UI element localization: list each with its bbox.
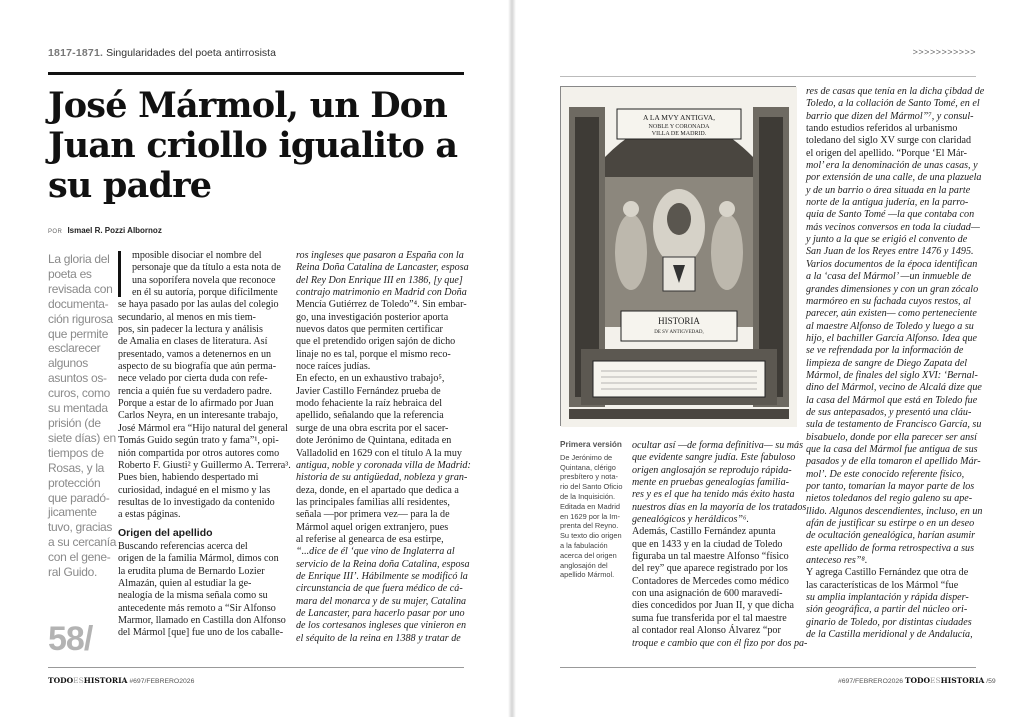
text-line: del rey” que aparece registrado por los <box>632 563 788 575</box>
text-line: “...dice de él ‘que vino de Inglaterra al <box>296 546 455 558</box>
text-line: dote Jerónimo de Quintana, editada en <box>296 435 452 447</box>
historical-frontispiece-image <box>560 86 796 426</box>
text-line: Pues bien, habiendo despertado mi <box>118 472 259 484</box>
text-line: Contadores de Mercedes como médico <box>632 575 789 587</box>
text-line: sula de testamento de Francisco García, su <box>806 419 982 431</box>
text-line: modo fehaciente la raíz hebraica del <box>296 398 442 410</box>
svg-text:NOBLE Y CORONADA: NOBLE Y CORONADA <box>648 124 710 130</box>
page-number: 58/ <box>48 620 93 658</box>
title-line: su padre <box>48 165 212 206</box>
text-line: rencia a quién fue su verdadero padre. <box>118 385 272 397</box>
svg-text:VILLA DE MADRID.: VILLA DE MADRID. <box>651 131 707 137</box>
section-header <box>48 47 276 59</box>
text-line: protección <box>48 475 101 490</box>
text-line: que evidente sangre judía. Este fabuloso <box>632 452 796 464</box>
text-line: jicamente <box>48 505 97 520</box>
text-line: troque e cambio que con él fizo por dos pa- <box>632 637 808 649</box>
title-rule <box>48 72 464 75</box>
text-line: presbítero y nota- <box>560 472 618 482</box>
text-line: Su texto dio origen <box>560 531 622 541</box>
text-line: servicio de la Reina doña Catalina, esposa <box>296 558 470 570</box>
page-number: /59 <box>986 678 996 685</box>
issue-info: #697/FEBRERO2026 <box>129 678 195 685</box>
svg-text:HISTORIA: HISTORIA <box>658 316 700 326</box>
text-line: toledano del siglo XV surge con claridad <box>806 135 972 147</box>
text-line: el séquito de la reina en 1388 y tratar de <box>296 632 461 644</box>
text-line: que el pretendido origen sajón de dicho <box>296 336 456 348</box>
text-line: de Amalia en clases de literatura. Así <box>118 336 268 348</box>
continuation-arrows: >>>>>>>>>>> <box>912 47 976 57</box>
text-line: llido. Algunos descendientes, incluso, en un <box>806 505 983 517</box>
text-line: mente en pruebas genealogías familia- <box>632 477 789 489</box>
text-line: siete días) en <box>48 430 116 445</box>
text-line: genealógicos y heráldicos”⁶. <box>632 514 750 526</box>
text-line: revisada con <box>48 281 113 296</box>
text-line: quia de Santo Tomé —la que contaba con <box>806 209 975 221</box>
author-name: Ismael R. Pozzi Albornoz <box>67 226 162 235</box>
text-line: nuestros días en la mayoría de los tratados <box>632 501 807 513</box>
text-line: Porque a estar de lo afirmado por Juan <box>118 398 274 410</box>
text-line: ocultar así —de forma definitiva— su más <box>632 440 804 451</box>
text-line: Toledo, a la collación de Santo Tomé, en el <box>806 98 980 110</box>
text-line: Valladolid en 1629 con el título A la muy <box>296 447 462 459</box>
text-line: de Enrique III’. Hábilmente se modificó la <box>296 570 468 582</box>
text-line: Rosas, y la <box>48 460 105 475</box>
svg-text:DE SV ANTIGVEDAD,: DE SV ANTIGVEDAD, <box>654 330 704 335</box>
text-line: Roberto F. Giusti² y Guillermo A. Terrera³. <box>118 459 291 471</box>
text-line: secundario, al menos en mis tiem- <box>118 311 256 323</box>
text-line: Almazán, quien al estudiar la ge- <box>118 577 252 589</box>
text-line: de Lancaster, para hacerlo pasar por uno <box>296 607 465 619</box>
text-line: Varios documentos de la época identifican <box>806 258 978 270</box>
title-line: José Mármol, un Don <box>48 85 447 126</box>
text-line: hijo, el bachiller García Alfonso. Idea que <box>806 332 978 344</box>
text-line: nuevos datos que permiten certificar <box>296 324 443 336</box>
right-footer <box>838 676 996 685</box>
text-line: ral Guido. <box>48 565 98 580</box>
magazine-logo: TODOESHISTORIA <box>48 676 128 685</box>
text-line: contrajo matrimonio en Madrid con Doña <box>296 287 467 299</box>
text-line: la erudita pluma de Bernardo Lozier <box>118 565 265 577</box>
text-line: pos, sin padecer la lectura y análisis <box>118 324 263 336</box>
text-line: de ocultación genealógica, harían asumir <box>806 530 976 542</box>
text-line: La gloria del <box>48 252 110 266</box>
text-line: por extensión de una calle, de una plazuela <box>806 172 982 184</box>
text-line: ción rigurosa <box>48 311 113 326</box>
text-line: las características de los Mármol “fue <box>806 579 959 591</box>
text-line: linaje no es tal, porque el mismo reco- <box>296 348 451 360</box>
text-line: anteceso res”⁸. <box>806 555 868 567</box>
text-line: a su cercanía <box>48 535 117 550</box>
text-line: ginario de Toledo, por distintas ciudades <box>806 616 972 628</box>
text-line: pasados y de ella tomaron el apellido Már- <box>806 456 981 468</box>
text-line: el origen del apellido. “Porque ‘El Már- <box>806 147 967 159</box>
text-line: al referise al genearca de esa estirpe, <box>296 533 444 545</box>
text-line: se haya pasado por las aulas del colegio <box>118 299 279 311</box>
text-line: antecedente más remoto a “Sir Alfonso <box>118 602 276 614</box>
text-line: de la Inquisición. <box>560 491 616 501</box>
text-line: por tanto, tomarían la mayor parte de los <box>806 481 975 492</box>
text-line: al contador real Alonso Álvarez “por <box>632 625 781 637</box>
text-line: y junto a la que se erigió el convento de <box>806 234 968 246</box>
text-line: Y agrega Castillo Fernández que otra de <box>806 567 969 579</box>
text-line: una soporífera novela que reconoce <box>132 274 276 286</box>
text-line: anglosajón del <box>560 560 608 570</box>
text-line: mol’ era la denominación de unas casas, y <box>806 160 978 172</box>
text-line: origen anglosajón se reprodujo rápida- <box>632 464 792 476</box>
title-line: Juan criollo igualito a <box>48 125 458 166</box>
text-line: y de un barrio o área situada en la parte <box>806 184 971 196</box>
text-line: nión compartida por otros autores como <box>118 447 280 459</box>
text-line: parecer, aún existen— como perteneciente <box>806 308 977 320</box>
text-line: aspecto de su biografía que aún perma- <box>118 361 277 373</box>
text-line: mposible disociar el nombre del <box>132 250 262 261</box>
text-line: apellido, señalando que la referencia <box>296 410 444 422</box>
magazine-logo: TODOESHISTORIA <box>904 676 985 685</box>
text-line: curiosidad, indagué en el mismo y las <box>118 484 271 496</box>
text-line: grandes dimensiones y con un gran zócalo <box>806 283 979 295</box>
text-line: de sus antepasados, y presentó una cláu- <box>806 406 972 418</box>
text-line: su amplia implantación y rápida disper- <box>806 592 969 604</box>
drop-cap <box>118 251 128 297</box>
text-line: Buscando referencias acerca del <box>118 540 248 552</box>
text-line: poeta es <box>48 266 92 281</box>
text-line: curos, como <box>48 386 111 401</box>
text-line: surge de una obra escrita por el sacer- <box>296 422 449 434</box>
text-line: marmóreo en su fachada cuyos restos, al <box>806 295 971 307</box>
text-line: Reina Doña Catalina de Lancaster, esposa <box>296 262 469 274</box>
text-line: a la fabulación <box>560 540 608 550</box>
left-footer <box>48 676 194 685</box>
text-line: dies concedidos por Juan II, y que dicha <box>632 600 795 612</box>
text-line: figuraba un tal maestre Alfonso “físico <box>632 551 789 563</box>
text-line: deza, donde, en el apartado que dedica a <box>296 484 459 496</box>
text-line: prenta del Reyno. <box>560 521 619 531</box>
text-line: Editada en Madrid <box>560 501 620 511</box>
text-line: este apellido de forma retrospectiva a sus <box>806 542 975 554</box>
text-line: nietos toledanos del regio galeno su ape- <box>806 493 973 505</box>
text-line: en él su autoría, porque difícilmente <box>132 287 278 299</box>
text-line: Quintana, clérigo <box>560 462 616 472</box>
text-line: Marmor, llamado en Castilla don Alfonso <box>118 614 286 626</box>
text-line: José Mármol era “Hijo natural del general <box>118 422 288 434</box>
text-line: algunos <box>48 356 88 371</box>
text-line: Carlos Neyra, en un interesante trabajo, <box>118 410 279 422</box>
text-line: prisión (de <box>48 415 101 430</box>
text-line: a la ‘casa del Mármol’ —un inmueble de <box>806 271 972 283</box>
text-line: rio del Santo Oficio <box>560 482 623 492</box>
text-line: con el gene- <box>48 550 111 565</box>
text-line: documenta- <box>48 296 109 311</box>
text-line: Tomás Guido según trato y fama”¹, opi- <box>118 435 279 447</box>
text-line: que paradó- <box>48 490 110 505</box>
text-line: ros ingleses que pasaron a España con la <box>296 250 464 261</box>
text-line: circunstancia de que fuera médico de cá- <box>296 583 463 595</box>
text-line: asuntos os- <box>48 371 107 386</box>
text-line: En efecto, en un exhaustivo trabajo⁵, <box>296 373 445 385</box>
text-line: suma fue transferida por el tal maestre <box>632 612 787 624</box>
text-line: tiempos de <box>48 445 104 460</box>
text-line: se ve refrendada por la información de <box>806 345 964 357</box>
text-line: dino del Mármol, vecino de Alcalá dize que <box>806 382 982 394</box>
text-line: barrio que dizen del Mármol”⁷, y consul- <box>806 110 974 122</box>
section-years: 1817-1871. <box>48 47 104 59</box>
text-line: historia de su antigüedad, nobleza y gran- <box>296 472 468 484</box>
text-line: San Juan de los Reyes entre 1476 y 1495. <box>806 246 974 258</box>
subheading: Origen del apellido <box>118 526 213 539</box>
text-line: que la casa del Mármol fue antigua de sus <box>806 443 978 455</box>
text-line: Mencía Gutiérrez de Toledo”⁴. Sin embar- <box>296 299 467 311</box>
text-line: de la Castilla meridional y de Andalucía, <box>806 629 973 641</box>
text-line: en 1629 por la Im- <box>560 511 620 521</box>
text-line: mol’. De este conocido referente físico, <box>806 468 965 480</box>
text-line: Javier Castillo Fernández prueba de <box>296 385 441 397</box>
text-line: origen de la familia Mármol, dimos con <box>118 553 279 565</box>
text-line: a estas páginas. <box>118 509 181 521</box>
text-line: tando estudios referidos al urbanismo <box>806 123 958 135</box>
text-line: tuvo, gracias <box>48 520 113 535</box>
text-line: noce raíces judías. <box>296 361 371 373</box>
text-line: Mármol, de finales del siglo XVI: ‘Bernal- <box>806 369 978 381</box>
text-line: de los cortesanos ingleses que vinieron en <box>296 620 467 632</box>
text-line: del Rey Don Enrique III en 1386, [y que] <box>296 274 463 286</box>
text-line: personaje que da título a esta nota de <box>132 262 281 274</box>
text-line: nealogía de la misma señala como su <box>118 590 268 602</box>
article-column-2 <box>296 250 472 645</box>
text-line: res y es el que ha tenido más éxito hasta <box>632 489 795 501</box>
text-line: Mármol aquel origen extranjero, pues <box>296 521 449 533</box>
article-column-1 <box>118 250 291 640</box>
text-line: go, una investigación posterior aporta <box>296 311 449 323</box>
text-line: señala —por primera vez— para la de <box>296 509 450 521</box>
engraving-illustration <box>561 87 797 427</box>
text-line: bisabuelo, donde por ella parecer ser ansí <box>806 431 977 443</box>
text-line: resultas de lo investigado da contenido <box>118 496 275 508</box>
text-line: la casa del Mármol que está en Toledo fue <box>806 394 978 406</box>
text-line: con una asignación de 600 maravedí- <box>632 588 783 600</box>
footer-rule <box>560 667 976 668</box>
image-caption <box>560 440 622 580</box>
text-line: afán de justificar su estirpe o en un deseo <box>806 518 975 530</box>
article-column-3 <box>632 440 808 650</box>
text-line: más vecinos conversos en toda la ciudad— <box>806 221 980 233</box>
article-title <box>48 86 468 206</box>
page-spine <box>508 0 516 717</box>
text-line: su mentada <box>48 401 108 416</box>
text-line: nece velado por cierta duda con refe- <box>118 373 268 385</box>
text-line: que en 1433 y en la ciudad de Toledo <box>632 538 783 550</box>
text-line: norte de la antigua judería, en la parro- <box>806 197 969 209</box>
text-line: acerca del origen <box>560 550 617 560</box>
text-line: que permite <box>48 326 109 341</box>
text-line: apellido Mármol. <box>560 570 615 580</box>
text-line: del Mármol [que] fue uno de los caballe- <box>118 627 284 639</box>
caption-title: Primera versión <box>560 440 622 449</box>
pull-quote-sidebar <box>48 252 117 580</box>
text-line: limpieza de sangre de Diego Zapata del <box>806 357 968 369</box>
section-title: Singularidades del poeta antirrosista <box>106 47 276 59</box>
text-line: sión geográfica, a partir del núcleo ori- <box>806 604 968 616</box>
issue-info: #697/FEBRERO2026 <box>838 678 903 685</box>
article-column-4 <box>806 86 985 641</box>
text-line: res de casas que tenía en la dicha çibdad de <box>806 86 985 97</box>
footer-rule <box>48 667 464 668</box>
text-line: las principales familias allí residentes, <box>296 496 450 508</box>
text-line: mara del monarca y de su mujer, Catalina <box>296 595 467 607</box>
header-rule <box>560 76 976 77</box>
text-line: esclarecer <box>48 341 101 356</box>
text-line: presentado, vamos a detenernos en un <box>118 348 272 360</box>
text-line: al maestre Alfonso de Toledo y luego a su <box>806 320 974 332</box>
text-line: De Jerónimo de <box>560 452 613 462</box>
banner-line: A LA MVY ANTIGVA, <box>642 113 716 122</box>
text-line: antigua, noble y coronada villa de Madrid: <box>296 459 471 471</box>
byline <box>48 226 162 235</box>
text-line: Además, Castillo Fernández apunta <box>632 526 776 538</box>
byline-prefix: POR <box>48 229 63 235</box>
